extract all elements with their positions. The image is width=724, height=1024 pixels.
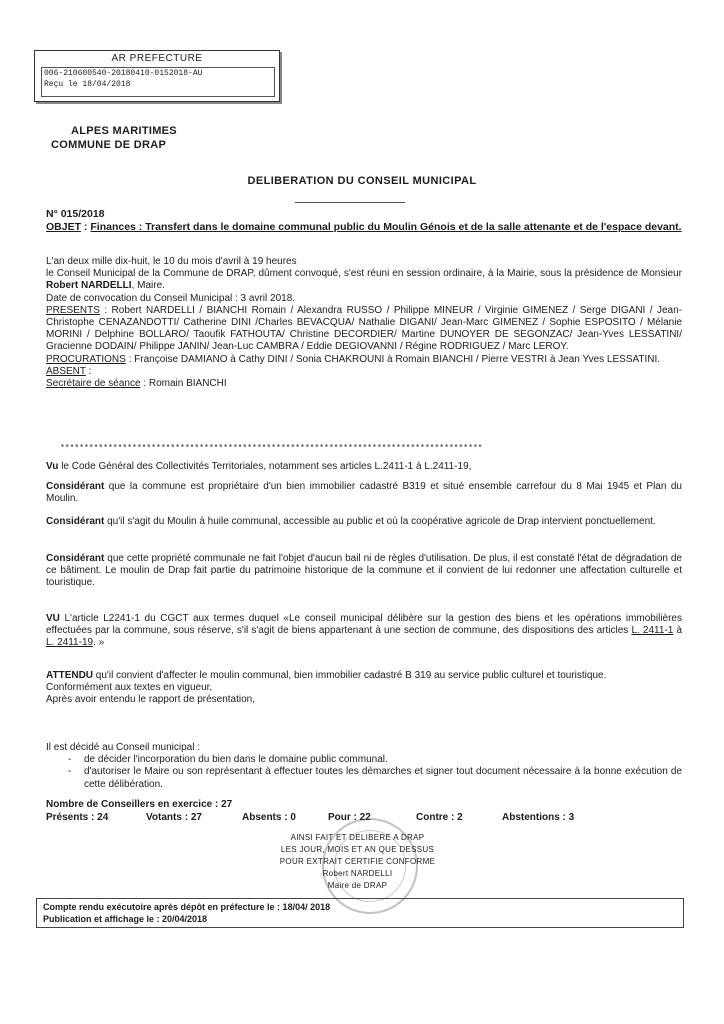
vu-article-text: L'article L2241-1 du CGCT aux termes duquel «Le conseil municipal délibère sur la gestion des biens et les opérations immobilières effectuées par la commune, sous réserve, s'il s'agit de biens appartenant à une section de commune, des dispositions des articles [46, 613, 682, 637]
secretary-label: Secrétaire de séance [46, 378, 141, 390]
signature-line-2: LES JOUR, MOIS ET AN QUE DESSUS [280, 845, 435, 854]
rapport-line: Après avoir entendu le rapport de présentation, [46, 694, 256, 706]
stamp-reference: 006-210600540-20180410-0152018-AU [44, 69, 203, 78]
attendu-lead: ATTENDU [46, 670, 94, 681]
signature-block [250, 832, 465, 892]
considerant-2 [46, 516, 682, 528]
article-link-mid: à [673, 625, 683, 637]
vu-lead: Vu [46, 461, 59, 472]
vote-absents: Absents : 0 [242, 812, 296, 823]
vote-presents: Présents : 24 [46, 812, 109, 823]
stamp-receipt-box [41, 67, 275, 97]
procurations-label: PROCURATIONS [46, 353, 126, 365]
convened-text [46, 268, 682, 292]
article-link-end: . » [93, 637, 105, 649]
presents-names: : Robert NARDELLI / BIANCHI Romain / Alexandra RUSSO / Philippe MINEUR / Virginie GIMENEZ / Serge DIGANI / Jean-Christophe CENAZANDOTTI/ Catherine DINI /Charles BEVACQUA/ Nathalie DIGANI/ Jean-Marc GIMENEZ / Sophie ESPOSITO / Mélanie MORINI / Delphine BOLLARO/ Taoufik FATHOUTA/ Christine DECORDIER/ Martine DUNOYER DE SEGONZAC/ Jean-Yves LESSATINI/ Gracienne DODAIN/ Philippe JANIN/ Jean-Luc CAMBRA / Eddie DEGIOVANNI / Régine RODRIGUEZ / Marc LEROY. [46, 304, 682, 353]
article-link-1: L. 2411-1 [631, 625, 674, 637]
convened-text-a: le Conseil Municipal de la Commune de DRAP, dûment convoqué, s'est réuni en session ordinaire, à la Mairie, sous la présidence de Monsieur [46, 268, 682, 280]
objet-separator: : [81, 221, 91, 233]
objet-block [46, 221, 682, 234]
attendu-text: qu'il convient d'affecter le moulin communal, bien immobilier cadastré B 319 au service public culturel et touristique. [93, 670, 607, 681]
attendu-block [46, 670, 682, 707]
considerant-1-text: que la commune est propriétaire d'un bien immobilier cadastré B319 et situé ensemble carrefour du 8 Mai 1945 et Plan du Moulin. [46, 481, 682, 505]
considerant-1 [46, 481, 682, 505]
presents-label: PRESENTS [46, 304, 100, 316]
signature-title: Maire de DRAP [327, 881, 388, 890]
considerant-3-lead: Considérant [46, 553, 105, 564]
decision-item: - de décider l'incorporation du bien dans le domaine public communal. [68, 754, 682, 766]
signature-line-1: AINSI FAIT ET DELIBERE A DRAP [290, 833, 425, 842]
signature-name: Robert NARDELLI [322, 869, 393, 878]
considerant-2-text: qu'il s'agit du Moulin à huile communal, accessible au public et où la coopérative agricole de Drap intervient ponctuellement. [104, 516, 656, 527]
procurations-list [46, 354, 682, 366]
execution-footer [36, 898, 684, 928]
procurations-names: : Françoise DAMIANO à Cathy DINI / Sonia CHAKROUNI à Romain BIANCHI / Pierre VESTRI à Jean Yves LESSATINI. [125, 353, 661, 365]
vu-article-lead: VU [46, 613, 60, 624]
publication-line: Publication et affichage le : 20/04/2018 [43, 914, 208, 924]
commune-name: COMMUNE DE DRAP [51, 139, 167, 151]
decision-block [46, 742, 682, 791]
signature-line-3: POUR EXTRAIT CERTIFIE CONFORME [279, 857, 436, 866]
meeting-date: L'an deux mille dix-huit, le 10 du mois d'avril à 19 heures [46, 256, 297, 267]
objet-text: Finances : Transfert dans le domaine communal public du Moulin Génois et de la salle attenante et de l'espace devant. [90, 221, 682, 233]
execution-line: Compte rendu exécutoire après dépôt en préfecture le : 18/04/ 2018 [43, 902, 331, 912]
mayor-name: Robert NARDELLI [46, 280, 132, 292]
vote-contre: Contre : 2 [416, 812, 463, 823]
presents-list [46, 305, 682, 354]
decision-list [46, 754, 682, 791]
considerant-3 [46, 553, 682, 590]
decision-item: - d'autoriser le Maire ou son représentant à effectuer toutes les démarches et signer tout document nécessaire à la bonne exécution de cette délibération. [68, 766, 682, 790]
absent-text: : [85, 365, 92, 377]
secretary-line [46, 378, 682, 390]
vu-text: le Code Général des Collectivités Territoriales, notamment ses articles L.2411-1 à L.2411-19, [58, 461, 472, 472]
page-title: DELIBERATION DU CONSEIL MUNICIPAL [247, 175, 477, 187]
article-link-2: L. 2411-19 [46, 637, 94, 649]
considerant-1-lead: Considérant [46, 481, 105, 492]
conformement-line: Conformément aux textes en vigueur, [46, 682, 213, 694]
absent-line [46, 366, 682, 378]
vu-cgct [46, 461, 682, 473]
vote-abstentions: Abstentions : 3 [502, 812, 575, 823]
considerant-3-text: que cette propriété communale ne fait l'objet d'aucun bail ni de règles d'utilisation. De plus, il est constaté l'état de dégradation de ce bâtiment. Le moulin de Drap fait partie du patrimoine historique de la commune et il convient de lui redonner une affectation culturelle et touristique. [46, 553, 682, 589]
title-divider [295, 202, 405, 203]
objet-label: OBJET [46, 221, 82, 233]
department-name: ALPES MARITIMES [71, 125, 177, 137]
convened-text-b: , Maire. [131, 280, 165, 292]
secretary-name: : Romain BIANCHI [140, 378, 227, 390]
intro-block [46, 256, 682, 390]
absent-label: ABSENT [46, 365, 86, 377]
prefecture-stamp [34, 50, 280, 102]
councillors-count: Nombre de Conseillers en exercice : 27 [46, 799, 233, 810]
star-separator: **************************************************************************************** [60, 444, 483, 453]
convocation-date: Date de convocation du Conseil Municipal : 3 avril 2018. [46, 292, 296, 304]
vote-pour: Pour : 22 [328, 812, 371, 823]
considerant-2-lead: Considérant [46, 516, 105, 527]
stamp-title: AR PREFECTURE [111, 53, 203, 64]
vote-votants: Votants : 27 [146, 812, 202, 823]
decision-intro: Il est décidé au Conseil municipal : [46, 742, 200, 753]
deliberation-number: N° 015/2018 [46, 208, 105, 220]
vu-article [46, 613, 682, 650]
stamp-received-date: Reçu le 18/04/2018 [44, 80, 131, 89]
